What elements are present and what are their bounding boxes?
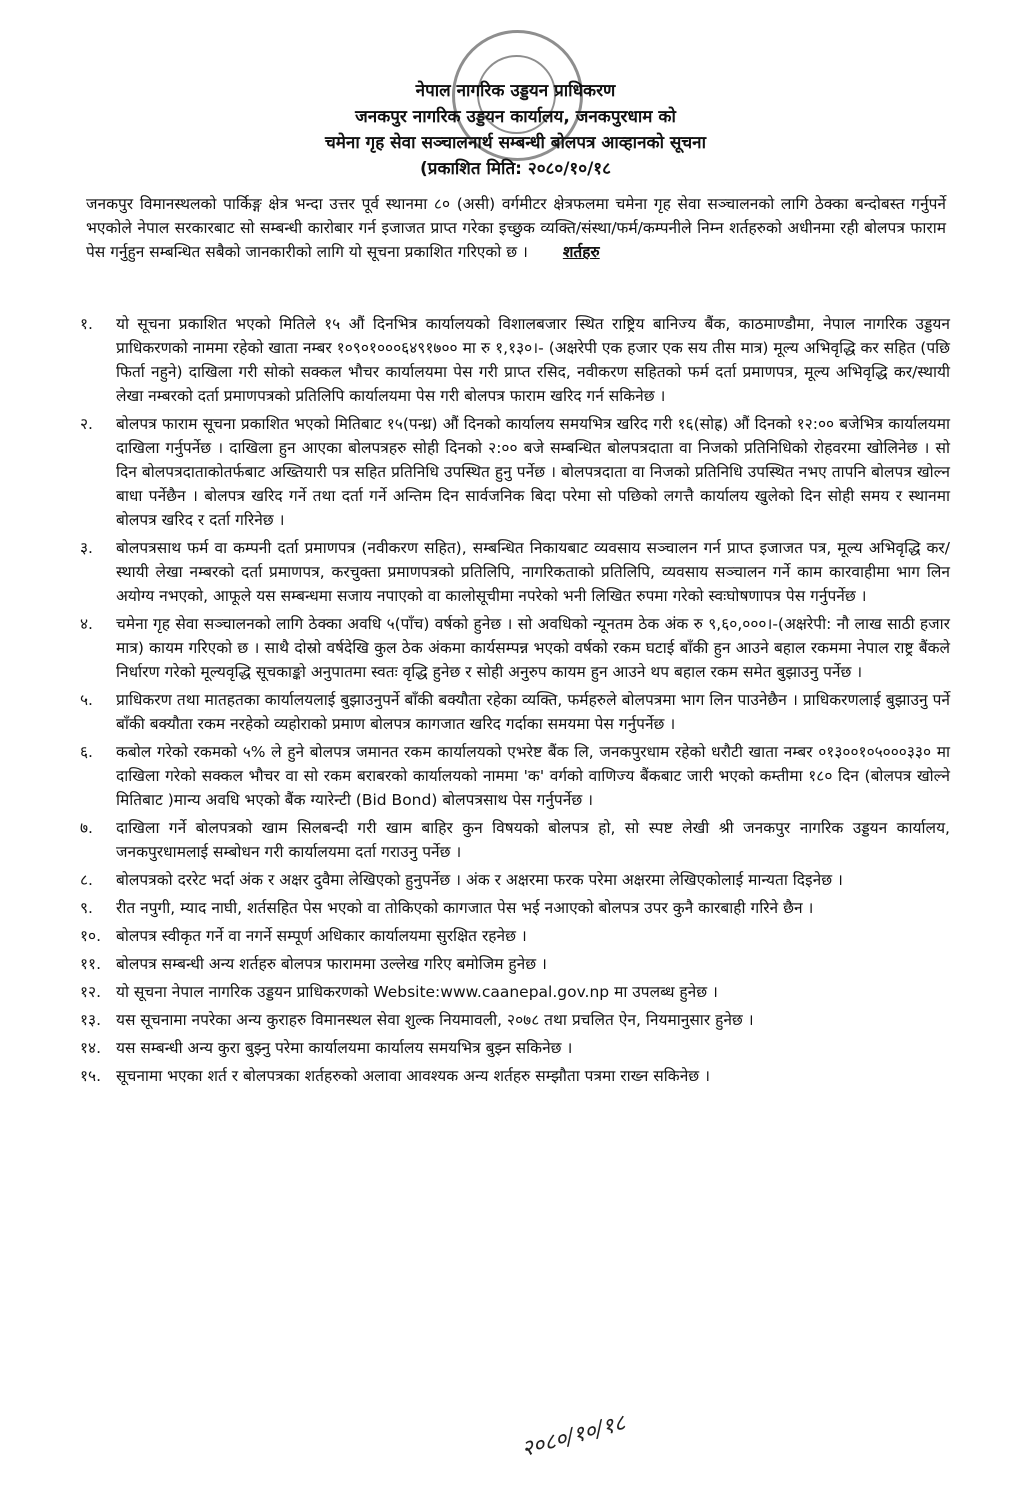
term-number: १४. bbox=[80, 1039, 102, 1057]
notice-title: चमेना गृह सेवा सञ्चालनार्थ सम्बन्धी बोलपत्र आव्हानको सूचना bbox=[324, 133, 707, 153]
term-text: बोलपत्र स्वीकृत गर्ने वा नगर्ने सम्पूर्ण अधिकार कार्यालयमा सुरक्षित रहनेछ । bbox=[116, 927, 527, 945]
term-text: यो सूचना प्रकाशित भएको मितिले १५ औं दिनभित्र कार्यालयको विशालबजार स्थित राष्ट्रिय बानिज्य बैंक, काठमाण्डौमा, नेपाल नागरिक उड्डयन प्राधिकरणको नाममा रहेको खाता नम्बर १०९०१०००६४९१७०० मा रु १,१३०।- (अक्षरेपी एक हजार एक सय तीस मात्र) मूल्य अभिवृद्धि कर सहित (पछि फिर्ता नहुने) दाखिला गरी सोको सक्कल भौचर कार्यालयमा पेस गरी प्राप्त रसिद, नवीकरण सहितको फर्म दर्ता प्रमाणपत्र, मूल्य अभिवृद्धि कर/स्थायी लेखा नम्बरको दर्ता प्रमाणपत्रको प्रतिलिपि कार्यालयमा पेस गरी बोलपत्र फाराम खरिद गर्न सकिनेछ । bbox=[116, 315, 950, 405]
term-number: २. bbox=[80, 415, 93, 433]
term-item bbox=[80, 952, 950, 976]
term-text: बोलपत्र फाराम सूचना प्रकाशित भएको मितिबाट १५(पन्ध्र) औं दिनको कार्यालय समयभित्र खरिद गरी १६(सोह्र) औं दिनको १२:०० बजेभित्र कार्यालयमा दाखिला गर्नुपर्नेछ । दाखिला हुन आएका बोलपत्रहरु सोही दिनको २:०० बजे सम्बन्धित बोलपत्रदाता वा निजको प्रतिनिधिको रोहवरमा खोलिनेछ । सो दिन बोलपत्रदाताकोतर्फबाट अख्तियारी पत्र सहित प्रतिनिधि उपस्थित हुनु पर्नेछ । बोलपत्रदाता वा निजको प्रतिनिधि उपस्थित नभए तापनि बोलपत्र खोल्न बाधा पर्नेछैन । बोलपत्र खरिद गर्ने तथा दर्ता गर्ने अन्तिम दिन सार्वजनिक बिदा परेमा सो पछिको लगत्तै कार्यालय खुलेको दिन सोही समय र स्थानमा बोलपत्र खरिद र दर्ता गरिनेछ । bbox=[116, 415, 950, 529]
term-text: यस सूचनामा नपरेका अन्य कुराहरु विमानस्थल सेवा शुल्क नियमावली, २०७८ तथा प्रचलित ऐन, नियमानुसार हुनेछ । bbox=[116, 1011, 754, 1029]
signature-date: २०८०/१०/१८ bbox=[518, 1410, 629, 1463]
term-number: १०. bbox=[80, 927, 102, 945]
term-text: बोलपत्रको दररेट भर्दा अंक र अक्षर दुवैमा लेखिएको हुनुपर्नेछ । अंक र अक्षरमा फरक परेमा अक्षरमा लेखिएकोलाई मान्यता दिइनेछ । bbox=[116, 871, 843, 889]
term-item bbox=[80, 536, 950, 608]
term-item bbox=[80, 1008, 950, 1032]
term-number: १५. bbox=[80, 1067, 102, 1085]
term-text: यस सम्बन्धी अन्य कुरा बुझ्नु परेमा कार्यालयमा कार्यालय समयभित्र बुझ्न सकिनेछ । bbox=[116, 1039, 573, 1057]
term-item bbox=[80, 1036, 950, 1060]
term-number: ९. bbox=[80, 899, 93, 917]
term-text: प्राधिकरण तथा मातहतका कार्यालयलाई बुझाउनुपर्ने बाँकी बक्यौता रहेका व्यक्ति, फर्महरुले बोलपत्रमा भाग लिन पाउनेछैन । प्राधिकरणलाई बुझाउनु पर्ने बाँकी बक्यौता रकम नरहेको व्यहोराको प्रमाण बोलपत्र कागजात खरिद गर्दाका समयमा पेस गर्नुपर्नेछ । bbox=[116, 691, 950, 733]
term-item bbox=[80, 412, 950, 532]
term-item bbox=[80, 312, 950, 408]
document-header bbox=[0, 78, 1031, 182]
organization-name: नेपाल नागरिक उड्डयन प्राधिकरण bbox=[415, 81, 616, 101]
term-number: ३. bbox=[80, 539, 93, 557]
term-number: ६. bbox=[80, 743, 93, 761]
publish-date: (प्रकाशित मिति: २०८०/१०/१८ bbox=[420, 159, 611, 179]
term-text: बोलपत्रसाथ फर्म वा कम्पनी दर्ता प्रमाणपत्र (नवीकरण सहित), सम्बन्धित निकायबाट व्यवसाय सञ्चालन गर्न प्राप्त इजाजत पत्र, मूल्य अभिवृद्धि कर/स्थायी लेखा नम्बरको दर्ता प्रमाणपत्र, करचुक्ता प्रमाणपत्रको प्रतिलिपि, नागरिकताको प्रतिलिपि, व्यवसाय सञ्चालन गर्ने काम कारवाहीमा भाग लिन अयोग्य नभएको, आफूले यस सम्बन्धमा सजाय नपाएको वा कालोसूचीमा नपरेको भनी लिखित रुपमा गरेको स्वःघोषणापत्र पेस गर्नुपर्नेछ । bbox=[116, 539, 950, 605]
signature bbox=[518, 1407, 628, 1464]
term-number: १२. bbox=[80, 983, 102, 1001]
term-item bbox=[80, 688, 950, 736]
term-number: ७. bbox=[80, 819, 93, 837]
term-number: ८. bbox=[80, 871, 93, 889]
intro-paragraph bbox=[86, 192, 946, 264]
term-text: दाखिला गर्ने बोलपत्रको खाम सिलबन्दी गरी खाम बाहिर कुन विषयको बोलपत्र हो, सो स्पष्ट लेखी श्री जनकपुर नागरिक उड्डयन कार्यालय, जनकपुरधामलाई सम्बोधन गरी कार्यालयमा दर्ता गराउनु पर्नेछ । bbox=[116, 819, 950, 861]
office-name: जनकपुर नागरिक उड्डयन कार्यालय, जनकपुरधाम को bbox=[355, 107, 676, 127]
intro-text: जनकपुर विमानस्थलको पार्किङ्ग क्षेत्र भन्दा उत्तर पूर्व स्थानमा ८० (असी) वर्गमीटर क्षेत्रफलमा चमेना गृह सेवा सञ्चालनको लागि ठेक्का बन्दोबस्त गर्नुपर्ने भएकोले नेपाल सरकारबाट सो सम्बन्धी कारोबार गर्न इजाजत प्राप्त गरेका इच्छुक व्यक्ति/संस्था/फर्म/कम्पनीले निम्न शर्तहरुको अधीनमा रही बोलपत्र फाराम पेस गर्नुहुन सम्बन्धित सबैको जानकारीको लागि यो सूचना प्रकाशित गरिएको छ । bbox=[86, 195, 946, 261]
term-number: ४. bbox=[80, 615, 93, 633]
term-item bbox=[80, 980, 950, 1004]
term-item bbox=[80, 740, 950, 812]
term-text: यो सूचना नेपाल नागरिक उड्डयन प्राधिकरणको Website:www.caanepal.gov.np मा उपलब्ध हुनेछ । bbox=[116, 983, 718, 1001]
term-number: १. bbox=[80, 315, 93, 333]
term-text: सूचनामा भएका शर्त र बोलपत्रका शर्तहरुको अलावा आवश्यक अन्य शर्तहरु सम्झौता पत्रमा राख्न सकिनेछ । bbox=[116, 1067, 710, 1085]
terms-list bbox=[80, 312, 950, 1092]
term-text: कबोल गरेको रकमको ५% ले हुने बोलपत्र जमानत रकम कार्यालयको एभरेष्ट बैंक लि, जनकपुरधाम रहेको धरौटी खाता नम्बर ०१३००१०५०००३३० मा दाखिला गरेको सक्कल भौचर वा सो रकम बराबरको कार्यालयको नाममा 'क' वर्गको वाणिज्य बैंकबाट जारी भएको कम्तीमा १८० दिन (बोलपत्र खोल्ने मितिबाट )मान्य अवधि भएको बैंक ग्यारेन्टी (Bid Bond) बोलपत्रसाथ पेस गर्नुपर्नेछ । bbox=[116, 743, 950, 809]
term-item bbox=[80, 868, 950, 892]
term-item bbox=[80, 1064, 950, 1088]
term-item bbox=[80, 924, 950, 948]
term-item bbox=[80, 612, 950, 684]
term-number: १३. bbox=[80, 1011, 102, 1029]
term-text: रीत नपुगी, म्याद नाघी, शर्तसहित पेस भएको वा तोकिएको कागजात पेस भई नआएको बोलपत्र उपर कुनै कारबाही गरिने छैन । bbox=[116, 899, 814, 917]
terms-heading: शर्तहरु bbox=[562, 243, 600, 261]
term-text: चमेना गृह सेवा सञ्चालनको लागि ठेक्का अवधि ५(पाँच) वर्षको हुनेछ । सो अवधिको न्यूनतम ठेक अंक रु ९,६०,०००।-(अक्षरेपी: नौ लाख साठी हजार मात्र) कायम गरिएको छ । साथै दोस्रो वर्षदेखि कुल ठेक अंकमा कार्यसम्पन्न भएको वर्षको रकम घटाई बाँकी हुन आउने बहाल रकममा नेपाल राष्ट्र बैंकले निर्धारण गरेको मूल्यवृद्धि सूचकाङ्को अनुपातमा स्वतः वृद्धि हुनेछ र सोही अनुरुप कायम हुन आउने थप बहाल रकम समेत बुझाउनु पर्नेछ । bbox=[116, 615, 950, 681]
term-number: ११. bbox=[80, 955, 102, 973]
term-text: बोलपत्र सम्बन्धी अन्य शर्तहरु बोलपत्र फाराममा उल्लेख गरिए बमोजिम हुनेछ । bbox=[116, 955, 547, 973]
term-item bbox=[80, 816, 950, 864]
term-number: ५. bbox=[80, 691, 93, 709]
term-item bbox=[80, 896, 950, 920]
